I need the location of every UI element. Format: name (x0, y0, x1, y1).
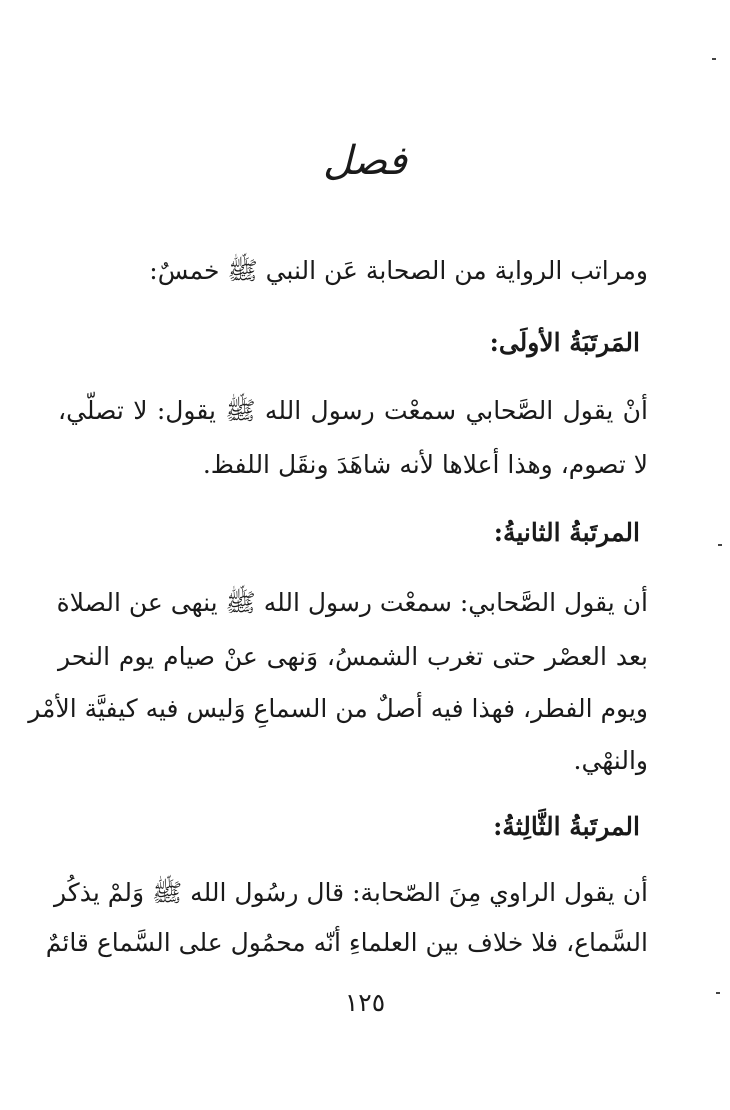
intro-line: ومراتب الرواية من الصحابة عَن النبي ﷺ خمسٌ: (149, 256, 648, 285)
section-2-line-4: والنهْي. (573, 746, 648, 775)
section-3-line-2: السَّماع، فلا خلاف بين العلماءِ أنّه محمُول على السَّماع قائمٌ (45, 928, 648, 957)
page-number: ١٢٥ (344, 988, 386, 1017)
section-2-line-3: ويوم الفطر، فهذا فيه أصلٌ من السماعِ وَليس فيه كيفيَّة الأمْر (28, 694, 648, 723)
chapter-heading: فصل (322, 138, 408, 184)
section-2-line-1: أن يقول الصَّحابي: سمعْت رسول الله ﷺ ينهى عن الصلاة (56, 588, 648, 617)
section-1-line-2: لا تصوم، وهذا أعلاها لأنه شاهَدَ ونقَل اللفظ. (202, 450, 648, 479)
section-3-line-1: أن يقول الراوي مِنَ الصّحابة: قال رسُول الله ﷺ وَلمْ يذكُر (54, 878, 648, 907)
section-2-line-2: بعد العصْر حتى تغرب الشمسُ، وَنهى عنْ صيام يوم النحر (58, 642, 648, 671)
section-1-line-1: أنْ يقول الصَّحابي سمعْت رسول الله ﷺ يقول: لا تصلّي، (58, 396, 648, 425)
scan-mark (712, 58, 716, 60)
section-3-title: المرتَبةُ الثَّالِثةُ: (493, 812, 640, 841)
scan-mark (718, 544, 722, 546)
section-2-title: المرتَبةُ الثانيةُ: (493, 518, 640, 547)
section-1-title: المَرتَبَةُ الأولَى: (489, 328, 640, 357)
scan-mark (716, 992, 720, 994)
